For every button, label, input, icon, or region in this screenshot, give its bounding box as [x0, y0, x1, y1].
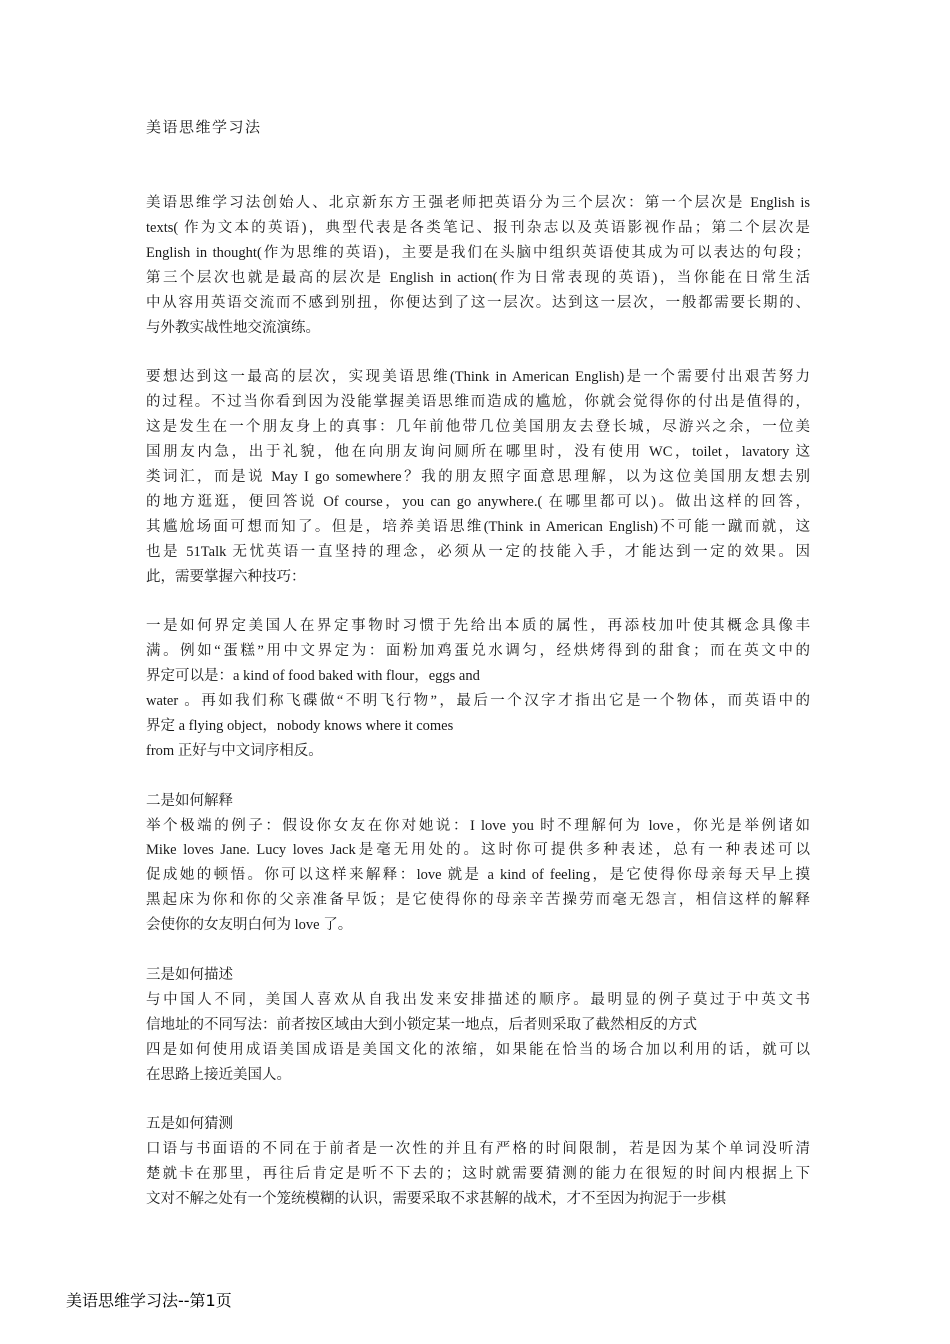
body-line: 二是如何解释 [146, 792, 233, 809]
body-line: 文对不解之处有一个笼统模糊的认识，需要采取不求甚解的战术，才不至因为拘泥于一步棋 [146, 1191, 726, 1207]
body-line: 类词汇，而是说 May I go somewhere？我的朋友照字面意思理解，以为这位美国朋友想去别 [146, 468, 810, 485]
body-line: 促成她的顿悟。你可以这样来解释：love 就是 a kind of feeling，是它使得你母亲每天早上摸 [146, 867, 810, 884]
body-line: 要想达到这一最高的层次，实现美语思维(Think in American English)是一个需要付出艰苦努力 [146, 369, 810, 386]
body-line: 也是 51Talk 无忧英语一直坚持的理念，必须从一定的技能入手，才能达到一定的效果。因 [146, 543, 810, 560]
body-line: 其尴尬场面可想而知了。但是，培养美语思维(Think in American English)不可能一蹴而就，这 [146, 518, 810, 535]
body-line: 五是如何猜测 [146, 1116, 233, 1133]
body-line: 与中国人不同，美国人喜欢从自我出发来安排描述的顺序。最明显的例子莫过于中英文书 [146, 991, 810, 1008]
body-line: 界定 a flying object，nobody knows where it comes [146, 717, 454, 734]
body-line: 黑起床为你和你的父亲准备早饭；是它使得你的母亲辛苦操劳而毫无怨言，相信这样的解释 [146, 892, 810, 909]
body-line: 的地方逛逛，便回答说 Of course，you can go anywhere.( 在哪里都可以)。做出这样的回答， [146, 493, 810, 510]
body-line: 与外教实战性地交流演练。 [146, 319, 320, 336]
body-line: 界定可以是：a kind of food baked with flour，eggs and [146, 668, 480, 685]
body-line: 的过程。不过当你看到因为没能掌握美语思维而造成的尴尬，你就会觉得你的付出是值得的， [146, 394, 810, 411]
body-line: 举个极端的例子：假设你女友在你对她说：I love you 时不理解何为 love，你光是举例诸如 [146, 817, 810, 834]
body-line: 美语思维学习法创始人、北京新东方王强老师把英语分为三个层次：第一个层次是 English is [146, 195, 810, 211]
body-line: 国朋友内急，出于礼貌，他在向朋友询问厕所在哪里时，没有使用 WC，toilet，lavatory 这 [146, 444, 810, 460]
body-line: 四是如何使用成语美国成语是美国文化的浓缩，如果能在恰当的场合加以利用的话，就可以 [146, 1041, 810, 1058]
body-line: 在思路上接近美国人。 [146, 1066, 291, 1083]
body-line: 会使你的女友明白何为 love 了。 [146, 917, 353, 934]
body-line: English in thought(作为思维的英语)，主要是我们在头脑中组织英语使其成为可以表达的句段； [146, 244, 810, 261]
document-title: 美语思维学习法 [146, 118, 262, 136]
body-line: 三是如何描述 [146, 966, 233, 983]
body-line: 信地址的不同写法：前者按区域由大到小锁定某一地点，后者则采取了截然相反的方式 [146, 1016, 697, 1033]
body-line: 中从容用英语交流而不感到别扭，你便达到了这一层次。达到这一层次，一般都需要长期的、 [146, 294, 810, 311]
body-line: from 正好与中文词序相反。 [146, 742, 323, 759]
body-line: 一是如何界定美国人在界定事物时习惯于先给出本质的属性，再添枝加叶使其概念具像丰 [146, 618, 810, 635]
page-footer: 美语思维学习法--第1页 [66, 1291, 232, 1310]
body-line: 第三个层次也就是最高的层次是 English in action(作为日常表现的英语)，当你能在日常生活 [146, 269, 810, 286]
body-line: texts( 作为文本的英语)，典型代表是各类笔记、报刊杂志以及英语影视作品；第二个层次是 [146, 219, 810, 236]
body-line: 此，需要掌握六种技巧： [146, 568, 306, 585]
body-line: water 。再如我们称飞碟做“不明飞行物”，最后一个汉字才指出它是一个物体，而英语中的 [146, 693, 810, 709]
body-line: 口语与书面语的不同在于前者是一次性的并且有严格的时间限制，若是因为某个单词没听清 [146, 1141, 810, 1158]
body-line: 满。例如“蛋糕”用中文界定为：面粉加鸡蛋兑水调匀，经烘烤得到的甜食；而在英文中的 [146, 643, 810, 660]
body-line: 这是发生在一个朋友身上的真事：几年前他带几位美国朋友去登长城，尽游兴之余，一位美 [146, 419, 810, 436]
body-line: Mike loves Jane. Lucy loves Jack是毫无用处的。这时你可提供多种表述，总有一种表述可以 [146, 842, 810, 859]
body-line: 楚就卡在那里，再往后肯定是听不下去的；这时就需要猜测的能力在很短的时间内根据上下 [146, 1166, 810, 1183]
